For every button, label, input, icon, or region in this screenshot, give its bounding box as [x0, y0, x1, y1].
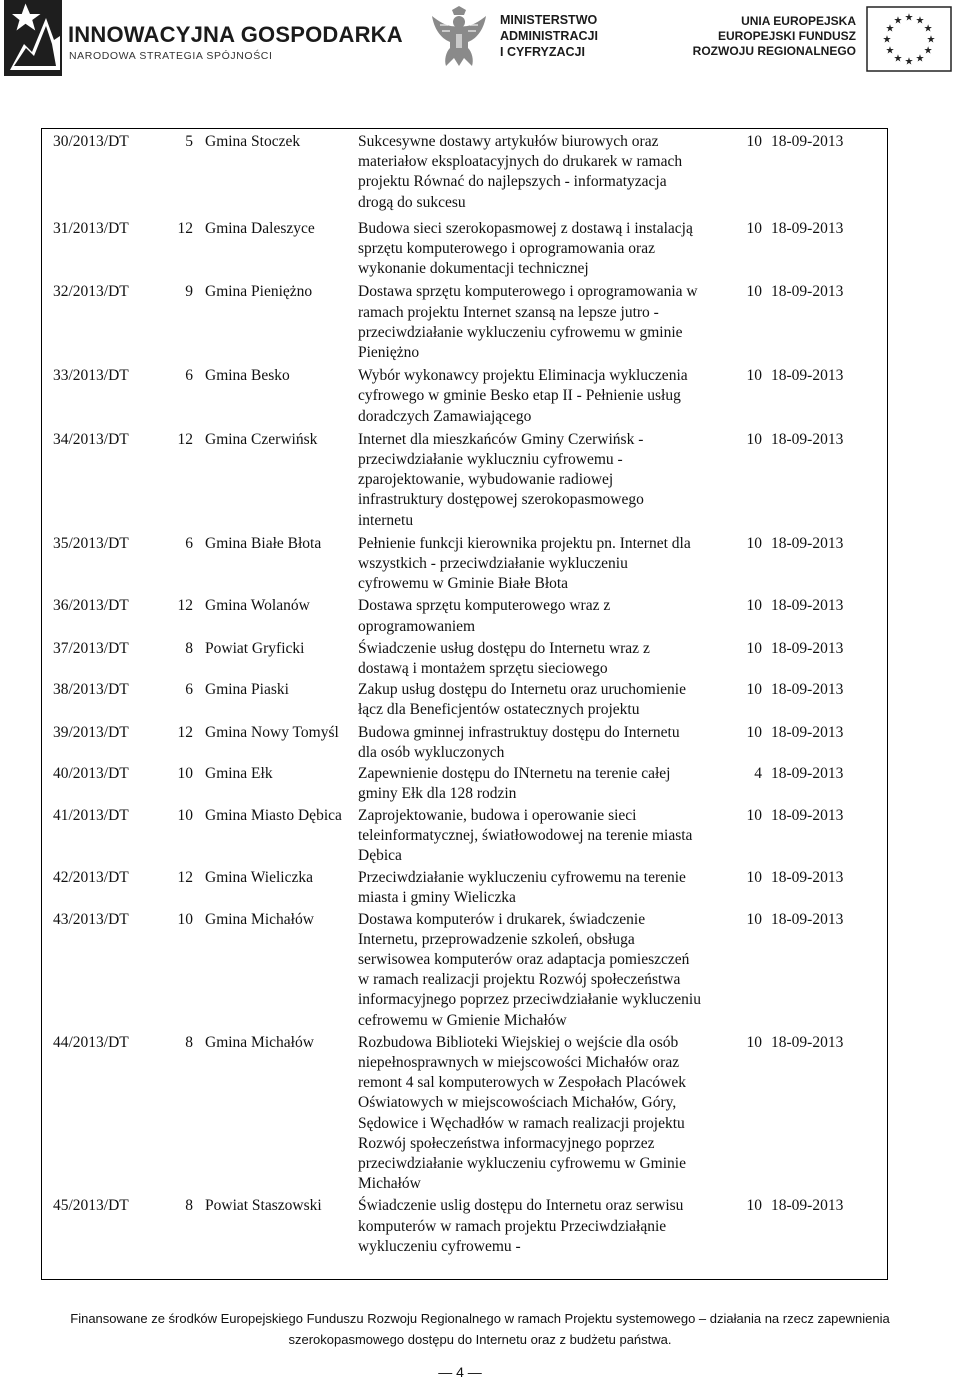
contract-number: 35/2013/DT [53, 534, 129, 552]
beneficiary-name: Gmina Besko [205, 367, 290, 385]
eu-star-icon: ★ [926, 34, 936, 46]
funding-footer [0, 1308, 960, 1350]
beneficiary-name: Gmina Daleszyce [205, 219, 315, 237]
table-row [42, 639, 887, 680]
item-count: 6 [185, 367, 193, 385]
item-count: 12 [177, 869, 193, 887]
contract-date: 18-09-2013 [771, 765, 844, 783]
eu-star-icon: ★ [893, 15, 903, 27]
contract-date: 18-09-2013 [771, 1033, 844, 1051]
table-row [42, 430, 887, 534]
contract-number: 34/2013/DT [53, 430, 129, 448]
eu-fund-name [693, 14, 856, 59]
eu-star-icon: ★ [915, 53, 925, 65]
score-value: 10 [746, 133, 762, 150]
table-row [42, 219, 887, 283]
item-count: 8 [185, 639, 193, 657]
eu-line-1: UNIA EUROPEJSKA [741, 14, 856, 28]
beneficiary-name: Gmina Czerwińsk [205, 430, 318, 448]
contract-number: 36/2013/DT [53, 597, 129, 615]
contract-number: 43/2013/DT [53, 910, 129, 928]
contract-date: 18-09-2013 [771, 133, 844, 150]
contract-number: 41/2013/DT [53, 806, 129, 824]
table-row [42, 723, 887, 764]
score-value: 10 [746, 534, 762, 552]
item-count: 8 [185, 1033, 193, 1051]
score-value: 10 [746, 430, 762, 448]
contract-description: Zakup usług dostępu do Internetu oraz uruchomienie łącz dla Beneficjentów ostatecznych projektu [358, 681, 686, 719]
contract-date: 18-09-2013 [771, 869, 844, 887]
item-count: 10 [177, 910, 193, 928]
item-count: 10 [177, 806, 193, 824]
beneficiary-name: Gmina Miasto Dębica [205, 806, 342, 824]
contract-date: 18-09-2013 [771, 806, 844, 824]
score-value: 10 [746, 1033, 762, 1051]
beneficiary-name: Powiat Staszowski [205, 1197, 322, 1215]
item-count: 12 [177, 723, 193, 741]
item-count: 6 [185, 534, 193, 552]
eu-logo [692, 4, 956, 74]
ministry-name [500, 12, 598, 60]
contract-date: 18-09-2013 [771, 367, 844, 385]
table-body [42, 129, 887, 1257]
contract-number: 37/2013/DT [53, 639, 129, 657]
score-value: 10 [746, 639, 762, 657]
table-row [42, 129, 887, 219]
page-number: — 4 — [438, 1364, 482, 1380]
contract-date: 18-09-2013 [771, 597, 844, 615]
beneficiary-name: Gmina Michałów [205, 1033, 314, 1051]
score-value: 10 [746, 681, 762, 699]
beneficiary-name: Gmina Białe Błota [205, 534, 322, 552]
eu-line-3: ROZWOJU REGIONALNEGO [692, 44, 856, 58]
table-row [42, 366, 887, 430]
eu-star-icon: ★ [904, 12, 914, 24]
eu-star-icon: ★ [885, 45, 895, 57]
eu-flag-icon [866, 6, 952, 72]
contract-date: 18-09-2013 [771, 1197, 844, 1215]
footer-line-1: Finansowane ze środków Europejskiego Funduszu Rozwoju Regionalnego w ramach Projektu systemowego – działania na rzecz zapewnienia [70, 1311, 890, 1326]
item-count: 10 [177, 765, 193, 783]
beneficiary-name: Gmina Wolanów [205, 597, 310, 615]
contract-description: Świadczenie usług dostępu do Internetu wraz z dostawą i montażem sprzętu sieciowego [358, 639, 650, 678]
beneficiary-name: Gmina Pieniężno [205, 283, 313, 301]
score-value: 10 [746, 1197, 762, 1215]
contract-description: Rozbudowa Biblioteki Wiejskiej o wejście dla osób niepełnosprawnych w miejscowości Michałów oraz remont 4 sal komputerowych w Zespołach Placówek Oświatowych w miejscowościach Michałów, Góry, Sędowice i Węchadłów w ramach realizacji projektu Rozwój społeczeństwa informacyjnego poprzez przeciwdziałanie wykluczeniu cyfrowemu w Gminie Michałów [358, 1033, 686, 1193]
contract-number: 38/2013/DT [53, 681, 129, 699]
item-count: 12 [177, 430, 193, 448]
footer-line-2: szerokopasmowego dostępu do Internetu oraz z budżetu państwa. [288, 1332, 672, 1347]
contract-number: 42/2013/DT [53, 869, 129, 887]
score-value: 10 [746, 806, 762, 824]
beneficiary-name: Gmina Ełk [205, 765, 273, 783]
beneficiary-name: Gmina Piaski [205, 681, 289, 699]
contract-description: Dostawa sprzętu komputerowego i oprogramowania w ramach projektu Internet szansą na lepsze jutro - przeciwdziałanie wykluczeniu cyfrowemu w gminie Pieniężno [358, 283, 698, 362]
beneficiary-name: Powiat Gryficki [205, 639, 305, 657]
table-row [42, 806, 887, 869]
eu-star-icon: ★ [904, 56, 914, 68]
item-count: 12 [177, 597, 193, 615]
contract-number: 44/2013/DT [53, 1033, 129, 1051]
table-row [42, 910, 887, 1033]
table-row [42, 680, 887, 722]
table-row [42, 282, 887, 366]
score-value: 10 [746, 283, 762, 301]
eu-star-icon: ★ [885, 23, 895, 35]
contract-description: Pełnienie funkcji kierownika projektu pn. Internet dla wszystkich - przeciwdziałanie wykluczeniu cyfrowemu w Gminie Białe Błota [358, 534, 691, 593]
polish-eagle-icon [428, 4, 490, 72]
item-count: 12 [177, 219, 193, 237]
innowacyjna-gospodarka-logo [4, 0, 403, 76]
contract-description: Dostawa sprzętu komputerowego wraz z oprogramowaniem [358, 597, 611, 635]
score-value: 10 [746, 219, 762, 237]
contract-description: Przeciwdziałanie wykluczeniu cyfrowemu na terenie miasta i gminy Wieliczka [358, 869, 686, 907]
table-row [42, 1196, 887, 1257]
table-row [42, 868, 887, 909]
eu-star-icon: ★ [915, 15, 925, 27]
item-count: 8 [185, 1197, 193, 1215]
contract-date: 18-09-2013 [771, 910, 844, 928]
contract-date: 18-09-2013 [771, 430, 844, 448]
logo-title: INNOWACYJNA GOSPODARKA [68, 22, 403, 47]
contract-description: Internet dla mieszkańców Gminy Czerwińsk - przeciwdziałanie wykluczniu cyfrowemu - zparojektowanie, wybudowanie radiowej infrastruktury dostępowej szerokopasmowego internetu [358, 430, 644, 529]
score-value: 10 [746, 869, 762, 887]
contract-number: 33/2013/DT [53, 367, 129, 385]
contract-number: 32/2013/DT [53, 283, 129, 301]
contract-description: Świadczenie uslig dostępu do Internetu oraz serwisu komputerów w ramach projektu Przeciwdziałąnie wykluczeniu cyfrowemu - [358, 1197, 684, 1255]
logo-subtitle: NARODOWA STRATEGIA SPÓJNOŚCI [69, 50, 273, 62]
contract-date: 18-09-2013 [771, 639, 844, 657]
contract-description: Wybór wykonawcy projektu Eliminacja wykluczenia cyfrowego w gminie Besko etap II - Pełnienie usług doradczych Zamawiającego [358, 367, 688, 425]
contract-description: Budowa gminnej infrastruktuy dostępu do Internetu dla osób wykluczonych [358, 723, 680, 761]
contract-number: 31/2013/DT [53, 219, 129, 237]
contract-date: 18-09-2013 [771, 219, 844, 237]
contract-description: Budowa sieci szerokopasmowej z dostawą i instalacją sprzętu komputerowego i oprogramowania oraz wykonanie dokumentacji technicznej [358, 219, 693, 278]
contract-date: 18-09-2013 [771, 534, 844, 552]
table-row [42, 534, 887, 597]
table-row [42, 764, 887, 805]
eu-star-icon: ★ [923, 23, 933, 35]
ministry-line-3: I CYFRYZACJI [500, 45, 585, 59]
contract-description: Sukcesywne dostawy artykułów biurowych oraz materiałow eksploatacyjnych do drukarek w ramach projektu Równać do najlepszych - informatyzacja drogą do sukcesu [358, 133, 683, 211]
ministry-logo [428, 4, 628, 74]
score-value: 10 [746, 910, 762, 928]
contract-description: Dostawa komputerów i drukarek, świadczenie Internetu, przeprowadzenie szkoleń, obsługa serwisowea komputerów oraz adaptacja pomieszczeń w ramach realizacji projektu Rozwój społeczeństwa informacyjnego poprzez przeciwdziałanie wykluczeniu cefrowemu w Gmienie Michałów [358, 910, 701, 1029]
procurement-table [41, 128, 888, 1280]
contract-description: Zaprojektowanie, budowa i operowanie sieci teleinformatycznej, światłowodowej na terenie miasta Dębica [358, 806, 693, 864]
ministry-line-2: ADMINISTRACJI [500, 29, 598, 43]
item-count: 9 [185, 283, 193, 301]
item-count: 5 [185, 133, 193, 150]
contract-description: Zapewnienie dostępu do INternetu na terenie całej gminy Ełk dla 128 rodzin [358, 765, 671, 803]
contract-number: 30/2013/DT [53, 133, 129, 150]
table-row [42, 1033, 887, 1197]
contract-number: 40/2013/DT [53, 765, 129, 783]
contract-number: 45/2013/DT [53, 1197, 129, 1215]
ministry-line-1: MINISTERSTWO [500, 13, 598, 27]
eu-star-icon: ★ [893, 53, 903, 65]
table-row [42, 596, 887, 638]
eu-star-icon: ★ [923, 45, 933, 57]
beneficiary-name: Gmina Nowy Tomyśl [205, 723, 339, 741]
eu-line-2: EUROPEJSKI FUNDUSZ [717, 29, 856, 43]
innowacyjna-gospodarka-mark-icon [4, 0, 62, 76]
score-value: 10 [746, 723, 762, 741]
beneficiary-name: Gmina Wieliczka [205, 869, 313, 887]
score-value: 10 [746, 367, 762, 385]
item-count: 6 [185, 681, 193, 699]
contract-date: 18-09-2013 [771, 283, 844, 301]
page-header [0, 0, 960, 80]
beneficiary-name: Gmina Michałów [205, 910, 314, 928]
score-value: 10 [746, 597, 762, 615]
contract-number: 39/2013/DT [53, 723, 129, 741]
beneficiary-name: Gmina Stoczek [205, 133, 301, 150]
contract-date: 18-09-2013 [771, 723, 844, 741]
page-number-value: 4 [456, 1364, 464, 1380]
score-value: 4 [754, 765, 762, 783]
eu-star-icon: ★ [882, 34, 892, 46]
contract-date: 18-09-2013 [771, 681, 844, 699]
